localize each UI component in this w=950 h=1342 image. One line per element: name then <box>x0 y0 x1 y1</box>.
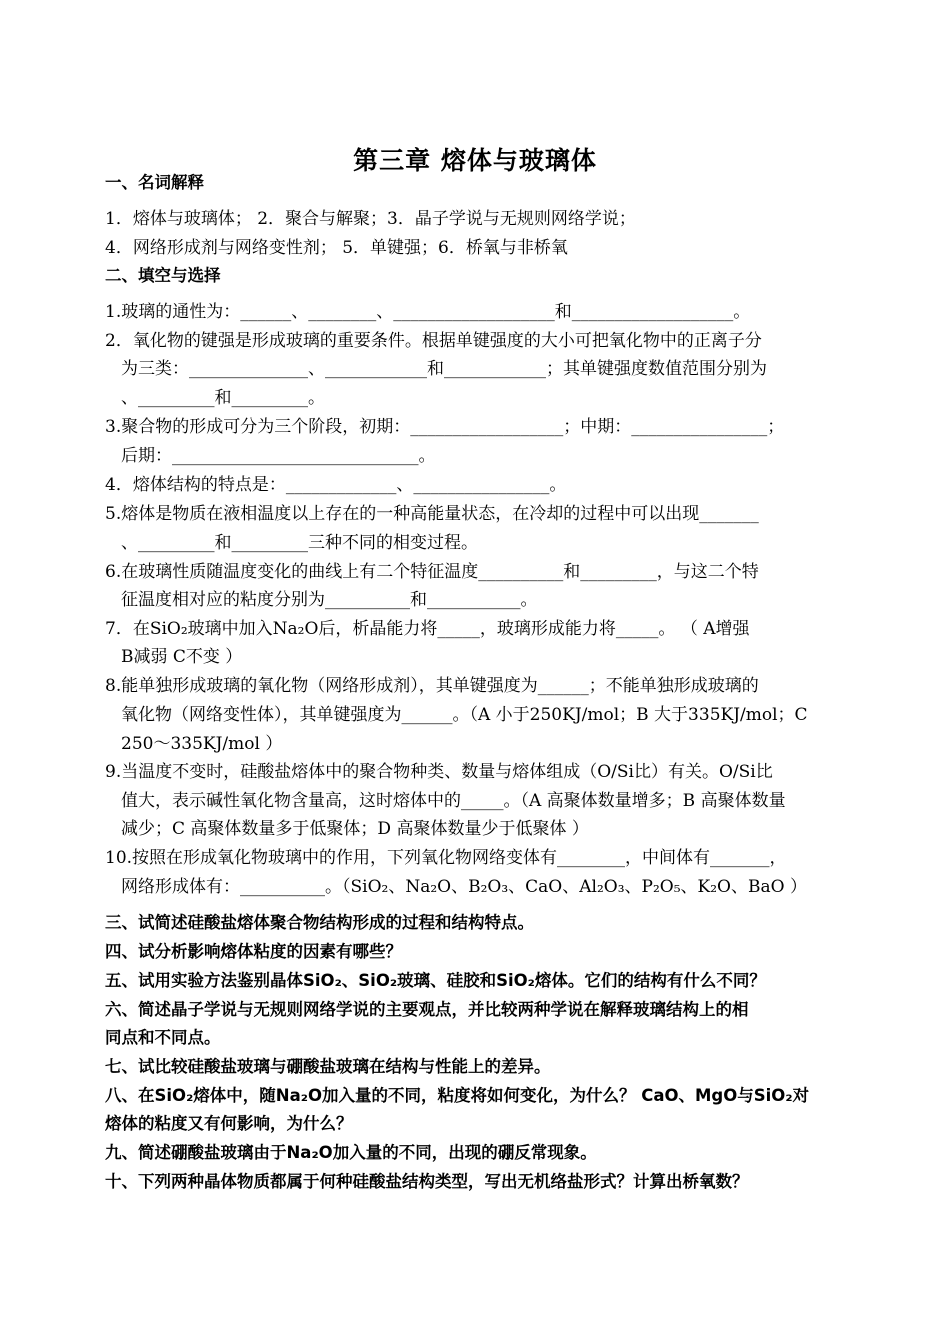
question-line: 5.熔体是物质在液相温度以上存在的一种高能量状态，在冷却的过程中可以出现_______ <box>105 504 759 524</box>
question-line: 、_________和_________三种不同的相变过程。 <box>121 533 478 553</box>
term-line: 1．熔体与玻璃体； 2．聚合与解聚；3．晶子学说与无规则网络学说； <box>105 209 636 229</box>
question-line: 网络形成体有：__________。（SiO₂、Na₂O、B₂O₃、CaO、Al₂O₃、P₂O₅、K₂O、BaO ） <box>121 877 807 897</box>
question-line: 、_________和_________。 <box>121 388 325 408</box>
essay-question: 熔体的粘度又有何影响，为什么？ <box>105 1114 353 1133</box>
essay-question: 六、简述晶子学说与无规则网络学说的主要观点，并比较两种学说在解释玻璃结构上的相 <box>105 1000 749 1019</box>
question-line: 8.能单独形成玻璃的氧化物（网络形成剂），其单键强度为______；不能单独形成玻璃的 <box>105 676 759 696</box>
question-line: 4．熔体结构的特点是：_____________、________________。 <box>105 475 567 495</box>
term-line: 4．网络形成剂与网络变性剂； 5．单键强；6．桥氧与非桥氧 <box>105 238 568 258</box>
essay-question: 四、试分析影响熔体粘度的因素有哪些？ <box>105 942 402 961</box>
essay-question: 八、在SiO₂熔体中，随Na₂O加入量的不同，粘度将如何变化，为什么？ CaO、MgO与SiO₂对 <box>105 1086 810 1105</box>
essay-question: 七、试比较硅酸盐玻璃与硼酸盐玻璃在结构与性能上的差异。 <box>105 1057 551 1076</box>
essay-question: 十、下列两种晶体物质都属于何种硅酸盐结构类型，写出无机络盐形式？计算出桥氧数？ <box>105 1172 749 1191</box>
question-line: 9.当温度不变时，硅酸盐熔体中的聚合物种类、数量与熔体组成（O/Si比）有关。O/Si比 <box>105 762 773 782</box>
page-title: 第三章 熔体与玻璃体 <box>353 146 597 175</box>
question-line: 值大，表示碱性氧化物含量高，这时熔体中的_____。（A 高聚体数量增多；B 高聚体数量 <box>121 791 786 811</box>
essay-question: 三、试简述硅酸盐熔体聚合物结构形成的过程和结构特点。 <box>105 913 534 932</box>
question-line: 征温度相对应的粘度分别为__________和___________。 <box>121 590 538 610</box>
essay-question: 九、简述硼酸盐玻璃由于Na₂O加入量的不同，出现的硼反常现象。 <box>105 1143 597 1162</box>
question-line: 1.玻璃的通性为：______、________、___________________和___________________。 <box>105 302 751 322</box>
question-line: 2．氧化物的键强是形成玻璃的重要条件。根据单键强度的大小可把氧化物中的正离子分 <box>105 331 762 351</box>
question-line: 氧化物（网络变性体），其单键强度为______。（A 小于250KJ/mol；B 大于335KJ/mol；C <box>121 705 808 725</box>
question-line: 3.聚合物的形成可分为三个阶段，初期：__________________；中期：________________； <box>105 417 785 437</box>
question-line: 7．在SiO₂玻璃中加入Na₂O后，析晶能力将_____，玻璃形成能力将_____。 （ A增强 <box>105 619 750 639</box>
essay-question: 同点和不同点。 <box>105 1028 221 1047</box>
question-line: B减弱 C不变 ） <box>121 647 243 667</box>
question-line: 10.按照在形成氧化物玻璃中的作用，下列氧化物网络变体有________，中间体有_______， <box>105 848 787 868</box>
question-line: 后期：_____________________________。 <box>121 446 436 466</box>
question-line: 为三类：______________、____________和____________；其单键强度数值范围分别为 <box>121 359 767 379</box>
question-line: 6.在玻璃性质随温度变化的曲线上有二个特征温度__________和_________，与这二个特 <box>105 562 759 582</box>
question-line: 减少；C 高聚体数量多于低聚体；D 高聚体数量少于低聚体 ） <box>121 819 589 839</box>
question-line: 250～335KJ/mol ） <box>121 734 283 754</box>
section-heading: 一、名词解释 <box>105 173 204 192</box>
section-heading: 二、填空与选择 <box>105 266 221 285</box>
essay-question: 五、试用实验方法鉴别晶体SiO₂、SiO₂玻璃、硅胶和SiO₂熔体。它们的结构有什么不同？ <box>105 971 766 990</box>
